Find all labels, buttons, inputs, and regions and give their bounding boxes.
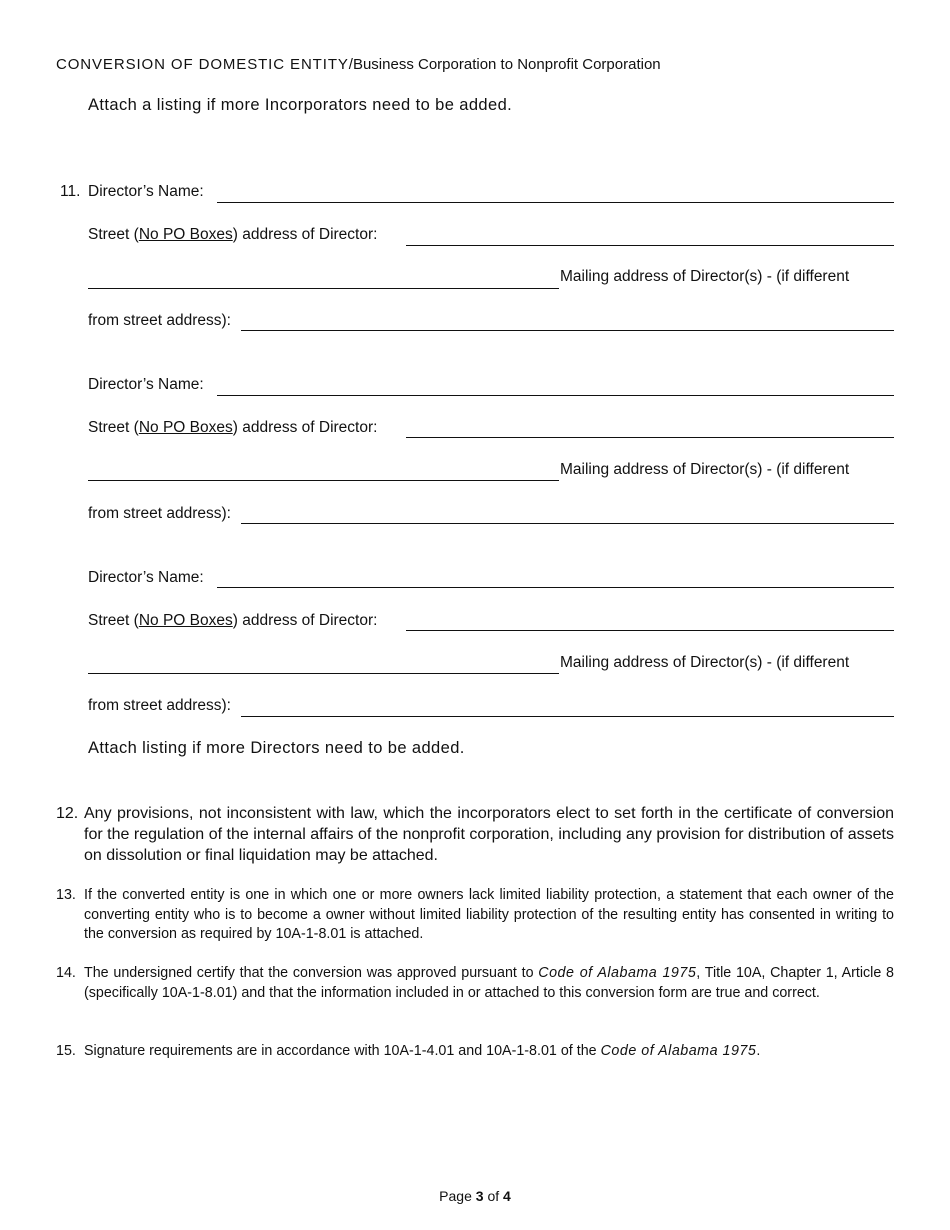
director-2-street-field-continued[interactable]	[88, 480, 559, 481]
director-3-name-label: Director’s Name:	[88, 569, 204, 586]
director-1-street-field-continued[interactable]	[88, 288, 559, 289]
incorporators-attach-note: Attach a listing if more Incorporators need to be added.	[88, 96, 513, 114]
director-1-street-label	[88, 226, 377, 244]
director-3-mailing-field[interactable]	[241, 716, 894, 717]
no-po-boxes-note: No PO Boxes	[138, 419, 233, 436]
provision-14-text	[84, 964, 894, 1003]
director-2-mailing-label: Mailing address of Director(s) - (if different	[560, 461, 850, 478]
provision-13-text: If the converted entity is one in which one or more owners lack limited liability protection, a statement that each owner of the converting entity who is to become a owner without limited liability protection of the resulting entity has consented in writing to the conversion as required by 10A-1-8.01 is attached.	[84, 887, 894, 942]
provision-15-text-before: Signature requirements are in accordance with 10A-1-4.01 and 10A-1-8.01 of the	[84, 1043, 601, 1059]
director-3-street-label	[88, 612, 377, 630]
provision-15-text-after: .	[756, 1043, 761, 1059]
director-1-name-field[interactable]	[217, 202, 894, 203]
provision-12-text: Any provisions, not inconsistent with law, which the incorporators elect to set forth in the certificate of conversion for the regulation of the internal affairs of the nonprofit corporation, including any provision for distribution of assets on dissolution or final liquidation may be attached.	[84, 805, 894, 864]
provision-14-text-before: The undersigned certify that the conversion was approved pursuant to	[84, 965, 539, 981]
street-suffix: ) address of Director:	[232, 612, 378, 629]
page-footer	[0, 1188, 950, 1204]
provision-13	[56, 886, 894, 945]
street-suffix: ) address of Director:	[232, 419, 378, 436]
total-pages-number: 4	[503, 1188, 511, 1204]
director-3-street-field-continued[interactable]	[88, 673, 559, 674]
no-po-boxes-note: No PO Boxes	[138, 226, 233, 243]
provision-15-number: 15.	[56, 1043, 76, 1059]
director-2-street-label	[88, 419, 377, 437]
provision-14	[56, 964, 894, 1003]
provision-15-code-ref: Code of Alabama 1975	[600, 1043, 757, 1059]
page-word: Page	[439, 1188, 472, 1204]
director-3-street-field[interactable]	[406, 630, 894, 631]
director-3-from-street-label: from street address):	[88, 697, 231, 714]
street-prefix: Street (	[88, 419, 139, 436]
street-prefix: Street (	[88, 612, 139, 629]
director-1-mailing-field[interactable]	[241, 330, 894, 331]
of-word: of	[487, 1188, 500, 1204]
item-11-number: 11.	[60, 183, 81, 200]
director-2-street-field[interactable]	[406, 437, 894, 438]
director-2-name-field[interactable]	[217, 395, 894, 396]
director-1-mailing-label: Mailing address of Director(s) - (if different	[560, 268, 850, 285]
form-title-rest: /Business Corporation to Nonprofit Corporation	[348, 56, 661, 73]
no-po-boxes-note: No PO Boxes	[138, 612, 233, 629]
director-1-street-field[interactable]	[406, 245, 894, 246]
provision-14-code-ref: Code of Alabama 1975	[538, 965, 697, 981]
provision-14-text-after: , Title 10A, Chapter 1, Article 8 (specifically 10A-1-8.01) and that the information included in or attached to this conversion form are true and correct.	[84, 965, 894, 1001]
director-3-mailing-label: Mailing address of Director(s) - (if different	[560, 654, 850, 671]
provision-12	[56, 803, 894, 866]
director-1-from-street-label: from street address):	[88, 312, 231, 329]
director-2-name-label: Director’s Name:	[88, 376, 204, 393]
form-header	[56, 56, 661, 73]
director-3-name-field[interactable]	[217, 587, 894, 588]
provision-14-number: 14.	[56, 965, 76, 981]
form-title-caps: CONVERSION OF DOMESTIC ENTITY	[56, 56, 349, 73]
provision-12-number: 12.	[56, 805, 79, 822]
directors-attach-note: Attach listing if more Directors need to be added.	[88, 739, 465, 757]
street-suffix: ) address of Director:	[232, 226, 378, 243]
provision-15-text	[84, 1042, 894, 1062]
provision-15	[56, 1042, 894, 1062]
director-2-from-street-label: from street address):	[88, 505, 231, 522]
current-page-number: 3	[475, 1188, 484, 1204]
director-2-mailing-field[interactable]	[241, 523, 894, 524]
director-1-name-label: Director’s Name:	[88, 183, 204, 200]
provision-13-number: 13.	[56, 887, 76, 903]
street-prefix: Street (	[88, 226, 139, 243]
